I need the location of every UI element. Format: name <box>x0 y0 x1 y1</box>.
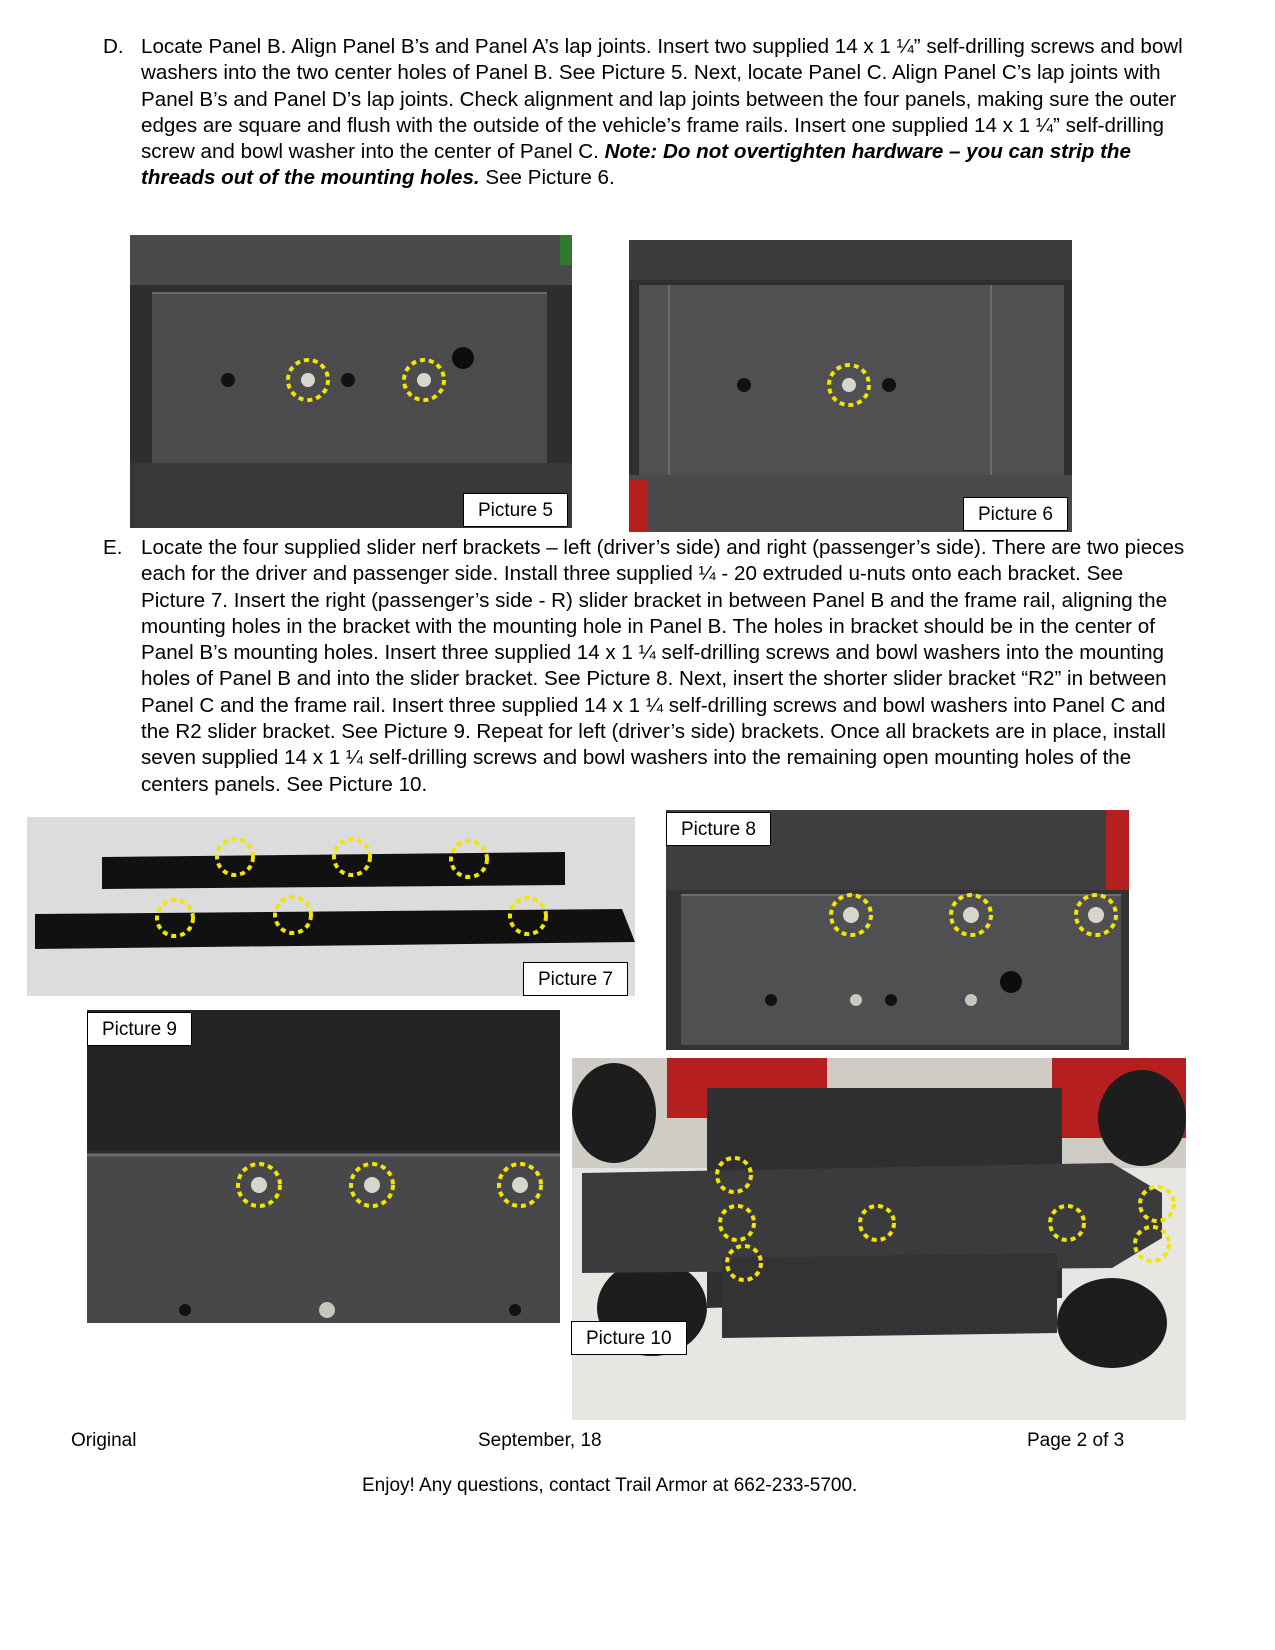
picture-9-photo <box>87 1010 560 1323</box>
step-e <box>103 535 1193 798</box>
picture-9-caption: Picture 9 <box>87 1012 192 1046</box>
step-d-note: Note: Do not overtighten hardware – you can strip the threads out of the mounting holes. <box>141 140 1131 190</box>
step-d-body <box>141 34 1193 192</box>
picture-5-photo <box>130 235 572 528</box>
picture-7-caption: Picture 7 <box>523 962 628 996</box>
step-e-letter: E. <box>103 536 123 559</box>
picture-6-caption: Picture 6 <box>963 497 1068 531</box>
step-e-body <box>141 535 1193 798</box>
picture-10-photo <box>572 1058 1186 1420</box>
picture-10-caption: Picture 10 <box>571 1321 687 1355</box>
picture-8-photo <box>666 810 1129 1050</box>
step-e-text: Locate the four supplied slider nerf brackets – left (driver’s side) and right (passenger’s side). There are two pieces each for the driver and passenger side. Install three supplied ¼ - 20 extruded u-nuts onto each bracket. See Picture 7. Insert the right (passenger’s side - R) slider bracket in between Panel B and the frame rail, aligning the mounting holes in the bracket with the mounting hole in Panel B. The holes in bracket should be in the center of Panel B’s mounting holes. Insert three supplied 14 x 1 ¼ self-drilling screws and bowl washers into the mounting holes of Panel B and into the slider bracket. See Picture 8. Next, insert the shorter slider bracket “R2” in between Panel C and the frame rail. Insert three supplied 14 x 1 ¼ self-drilling screws and bowl washers into Panel C and the R2 slider bracket. See Picture 9. Repeat for left (driver’s side) brackets. Once all brackets are in place, install seven supplied 14 x 1 ¼ self-drilling screws and bowl washers into the remaining open mounting holes of the centers panels. See Picture 10. <box>141 536 1185 796</box>
step-d <box>103 34 1193 192</box>
picture-8-caption: Picture 8 <box>666 812 771 846</box>
step-d-after: See Picture 6. <box>479 166 615 190</box>
footer-date: September, 18 <box>478 1430 602 1451</box>
picture-5-caption: Picture 5 <box>463 493 568 527</box>
picture-6-photo <box>629 240 1072 532</box>
step-d-letter: D. <box>103 35 124 58</box>
footer-page-number: Page 2 of 3 <box>1027 1430 1125 1451</box>
footer-contact: Enjoy! Any questions, contact Trail Armor at 662-233-5700. <box>362 1475 858 1496</box>
footer-revision: Original <box>71 1430 137 1451</box>
step-d-text: Locate Panel B. Align Panel B’s and Panel A’s lap joints. Insert two supplied 14 x 1 ¼” self-drilling screws and bowl washers into the two center holes of Panel B. See Picture 5. Next, locate Panel C. Align Panel C’s lap joints with Panel B’s and Panel D’s lap joints. Check alignment and lap joints between the four panels, making sure the outer edges are square and flush with the outside of the vehicle’s frame rails. Insert one supplied 14 x 1 ¼” self-drilling screw and bowl washer into the center of Panel C. <box>141 35 1183 164</box>
